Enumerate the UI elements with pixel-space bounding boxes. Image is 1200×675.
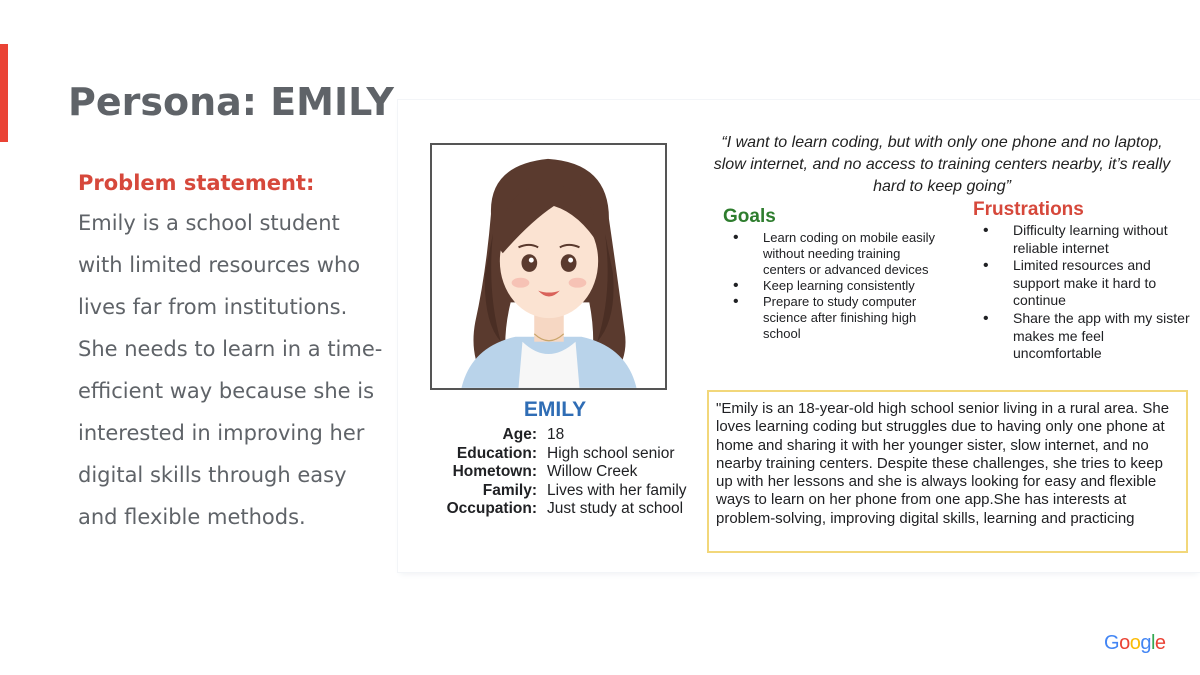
logo-letter: o: [1119, 632, 1130, 654]
detail-age: [420, 426, 687, 445]
detail-label: Age:: [502, 426, 537, 443]
detail-value: Willow Creek: [547, 463, 638, 480]
logo-letter: l: [1150, 632, 1155, 654]
logo-letter: e: [1154, 632, 1166, 654]
persona-quote: “I want to learn coding, but with only one phone and no laptop, slow internet, and no access to training centers nearby, it’s really hard to keep going”: [713, 134, 1171, 195]
persona-illustration: [432, 145, 665, 388]
detail-label: Occupation:: [446, 500, 537, 517]
problem-statement: [78, 164, 388, 538]
detail-label: Family:: [482, 481, 537, 499]
detail-value: 18: [547, 426, 565, 443]
list-item: • Prepare to study computer science after finishing high school: [733, 294, 943, 342]
persona-name: EMILY: [523, 398, 587, 421]
list-item: • Keep learning consistently: [733, 278, 943, 294]
detail-label: Education:: [456, 444, 537, 462]
list-item: • Limited resources and support make it hard to continue: [983, 257, 1193, 310]
slide-title: [68, 80, 394, 124]
detail-occupation: [420, 500, 687, 519]
detail-value: Lives with her family: [547, 481, 687, 499]
slide-title-prefix: Persona:: [68, 80, 271, 124]
detail-label: Hometown:: [452, 463, 537, 480]
accent-bar: [0, 44, 8, 142]
logo-letter: G: [1104, 632, 1120, 654]
list-item: • Difficulty learning without reliable internet: [983, 222, 1193, 257]
detail-value: Just study at school: [547, 500, 684, 517]
list-item: • Share the app with my sister makes me feel uncomfortable: [983, 310, 1193, 363]
slide-title-name: EMILY: [270, 80, 394, 124]
goals-heading: Goals: [723, 206, 776, 227]
detail-hometown: [420, 463, 687, 482]
detail-family: [420, 482, 687, 501]
persona-photo: [430, 143, 667, 390]
problem-statement-heading: Problem statement:: [78, 171, 315, 195]
frustrations-heading: Frustrations: [973, 199, 1084, 220]
list-item: • Learn coding on mobile easily without needing training centers or advanced devices: [733, 230, 943, 278]
detail-education: [420, 445, 687, 464]
persona-details: [420, 426, 687, 519]
persona-bio: "Emily is an 18-year-old high school senior living in a rural area. She loves learning coding but struggles due to having only one phone at home and sharing it with her younger sister, slow internet, and no nearby training centers. Despite these challenges, she tries to keep up with her lessons and she is always looking for easy and flexible ways to learn on her phone from one app.She has interests at problem-solving, improving digital skills, learning and practicing: [707, 390, 1188, 553]
logo-letter: g: [1140, 632, 1151, 654]
logo-letter: o: [1129, 632, 1141, 654]
goals-list: [733, 230, 943, 342]
frustrations-list: [983, 222, 1193, 363]
detail-value: High school senior: [547, 444, 675, 462]
problem-statement-body: Emily is a school student with limited resources who lives far from institutions. She needs to learn in a time-efficient way because she is interested in improving her digital skills through easy and flexible methods.: [78, 211, 383, 529]
google-logo: [1104, 632, 1166, 655]
